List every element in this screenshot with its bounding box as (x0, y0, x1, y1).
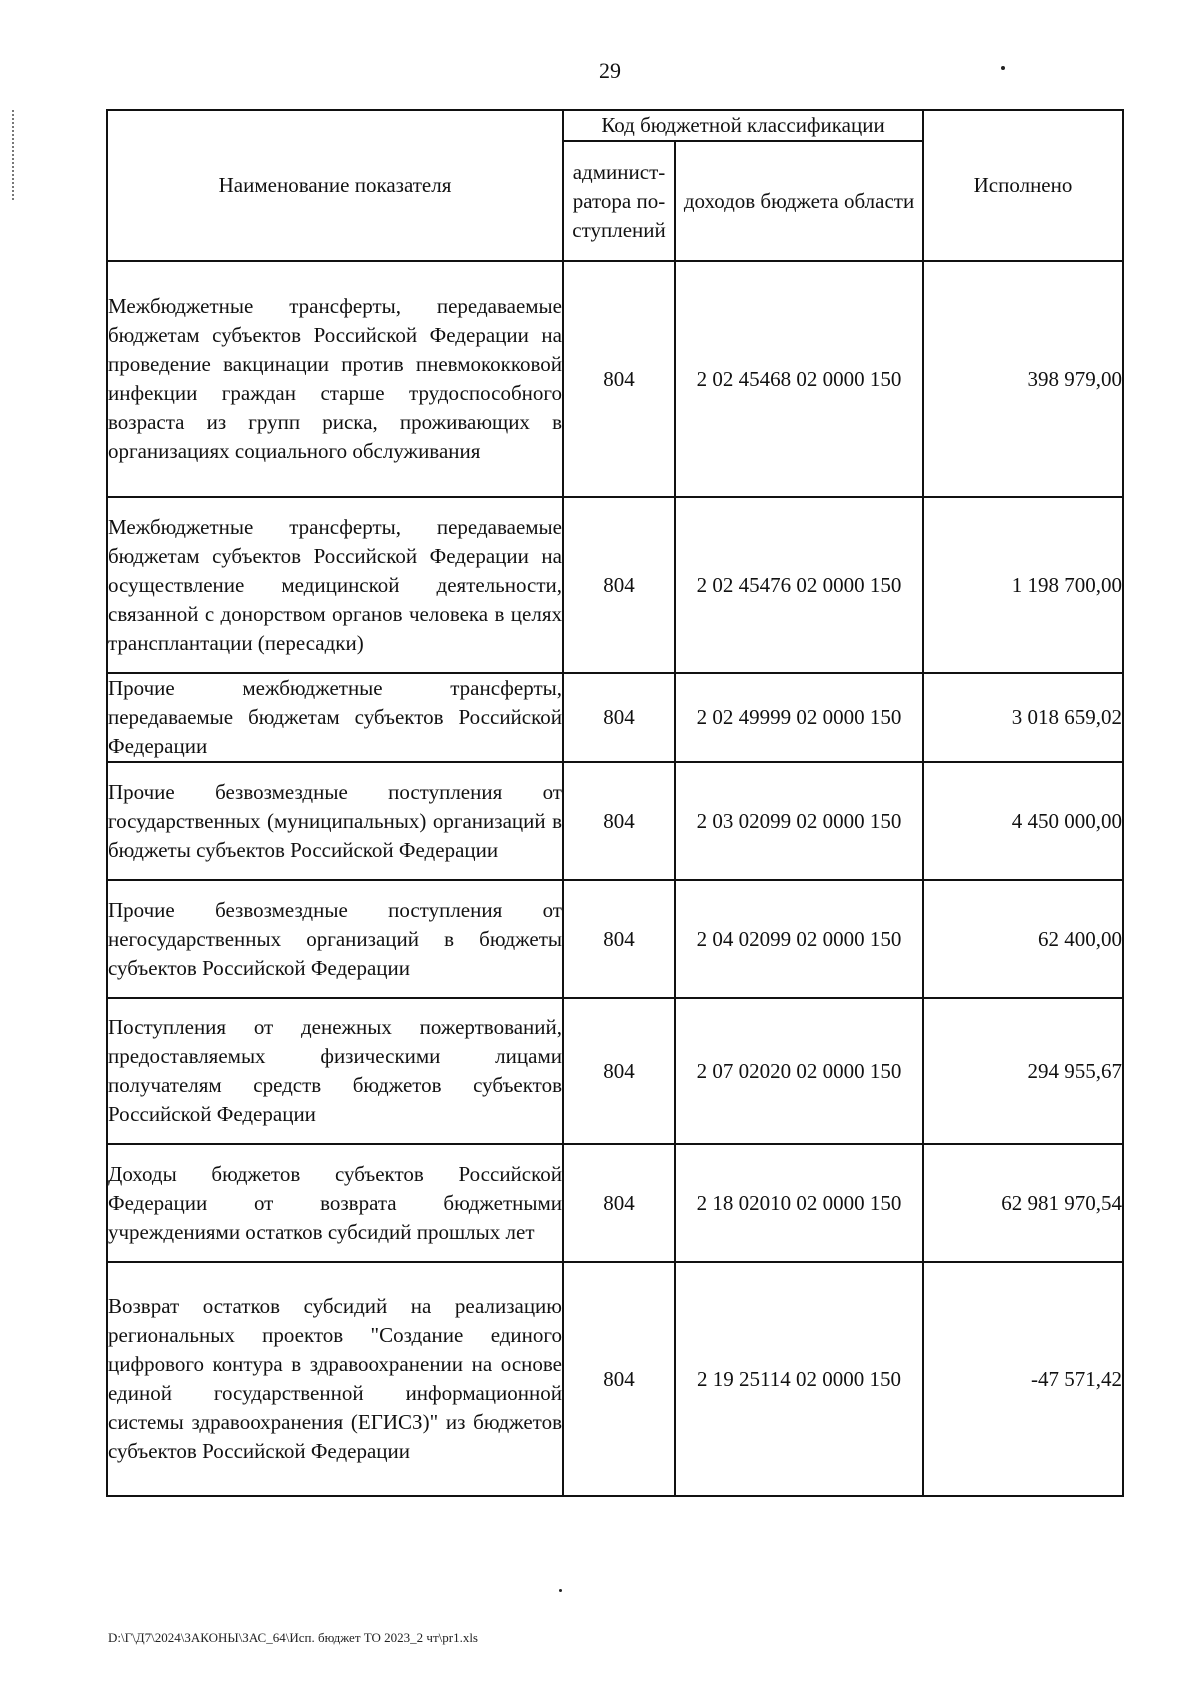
row-indicator-name: Поступления от денежных пожертвований, предоставляемых физическими лицами получателям средств бюджетов субъектов Российской Федерации (107, 998, 563, 1144)
row-income-code: 2 02 49999 02 0000 150 (675, 673, 923, 762)
header-administrator: админист-ратора по-ступлений (563, 141, 675, 261)
row-income-code: 2 03 02099 02 0000 150 (675, 762, 923, 880)
row-executed-amount: 62 981 970,54 (923, 1144, 1123, 1262)
table-row (107, 497, 1123, 673)
footer-file-path: D:\Г\Д7\2024\ЗАКОНЫ\ЗАС_64\Исп. бюджет ТО 2023_2 чт\pr1.xls (108, 1630, 478, 1645)
row-administrator-code: 804 (563, 762, 675, 880)
row-executed-amount: -47 571,42 (923, 1262, 1123, 1496)
row-executed-amount: 1 198 700,00 (923, 497, 1123, 673)
row-administrator-code: 804 (563, 880, 675, 998)
header-indicator-name: Наименование показателя (107, 110, 563, 261)
row-income-code: 2 02 45468 02 0000 150 (675, 261, 923, 497)
row-income-code: 2 04 02099 02 0000 150 (675, 880, 923, 998)
table-row (107, 261, 1123, 497)
header-budget-code: Код бюджетной классификации (563, 110, 923, 141)
page-number: 29 (599, 58, 621, 83)
header-income-code: доходов бюджета области (675, 141, 923, 261)
table-row (107, 880, 1123, 998)
row-indicator-name: Доходы бюджетов субъектов Российской Федерации от возврата бюджетными учреждениями остатков субсидий прошлых лет (107, 1144, 563, 1262)
row-administrator-code: 804 (563, 673, 675, 762)
row-income-code: 2 19 25114 02 0000 150 (675, 1262, 923, 1496)
table-row (107, 998, 1123, 1144)
table-row (107, 1144, 1123, 1262)
header-executed: Исполнено (923, 110, 1123, 261)
row-executed-amount: 294 955,67 (923, 998, 1123, 1144)
row-administrator-code: 804 (563, 261, 675, 497)
row-executed-amount: 4 450 000,00 (923, 762, 1123, 880)
table-row (107, 1262, 1123, 1496)
table-row (107, 673, 1123, 762)
row-indicator-name: Прочие межбюджетные трансферты, передаваемые бюджетам субъектов Российской Федерации (107, 673, 563, 762)
row-administrator-code: 804 (563, 1262, 675, 1496)
table-body (107, 261, 1123, 1496)
row-executed-amount: 62 400,00 (923, 880, 1123, 998)
budget-table (106, 109, 1124, 1497)
row-administrator-code: 804 (563, 1144, 675, 1262)
scan-speck (1001, 66, 1005, 70)
row-income-code: 2 18 02010 02 0000 150 (675, 1144, 923, 1262)
row-executed-amount: 3 018 659,02 (923, 673, 1123, 762)
row-indicator-name: Межбюджетные трансферты, передаваемые бюджетам субъектов Российской Федерации на проведение вакцинации против пневмококковой инфекции граждан старше трудоспособного возраста из групп риска, проживающих в организациях социального обслуживания (107, 261, 563, 497)
header-row (107, 110, 1123, 141)
row-income-code: 2 02 45476 02 0000 150 (675, 497, 923, 673)
row-indicator-name: Прочие безвозмездные поступления от государственных (муниципальных) организаций в бюджеты субъектов Российской Федерации (107, 762, 563, 880)
row-administrator-code: 804 (563, 497, 675, 673)
row-indicator-name: Прочие безвозмездные поступления от негосударственных организаций в бюджеты субъектов Российской Федерации (107, 880, 563, 998)
row-indicator-name: Межбюджетные трансферты, передаваемые бюджетам субъектов Российской Федерации на осуществление медицинской деятельности, связанной с донорством органов человека в целях трансплантации (пересадки) (107, 497, 563, 673)
row-income-code: 2 07 02020 02 0000 150 (675, 998, 923, 1144)
row-executed-amount: 398 979,00 (923, 261, 1123, 497)
scan-speck (559, 1589, 562, 1592)
table-row (107, 762, 1123, 880)
row-administrator-code: 804 (563, 998, 675, 1144)
row-indicator-name: Возврат остатков субсидий на реализацию региональных проектов "Создание единого цифрового контура в здравоохранении на основе единой государственной информационной системы здравоохранения (ЕГИСЗ)" из бюджетов субъектов Российской Федерации (107, 1262, 563, 1496)
table-header (107, 110, 1123, 261)
margin-scan-dots (12, 110, 16, 200)
